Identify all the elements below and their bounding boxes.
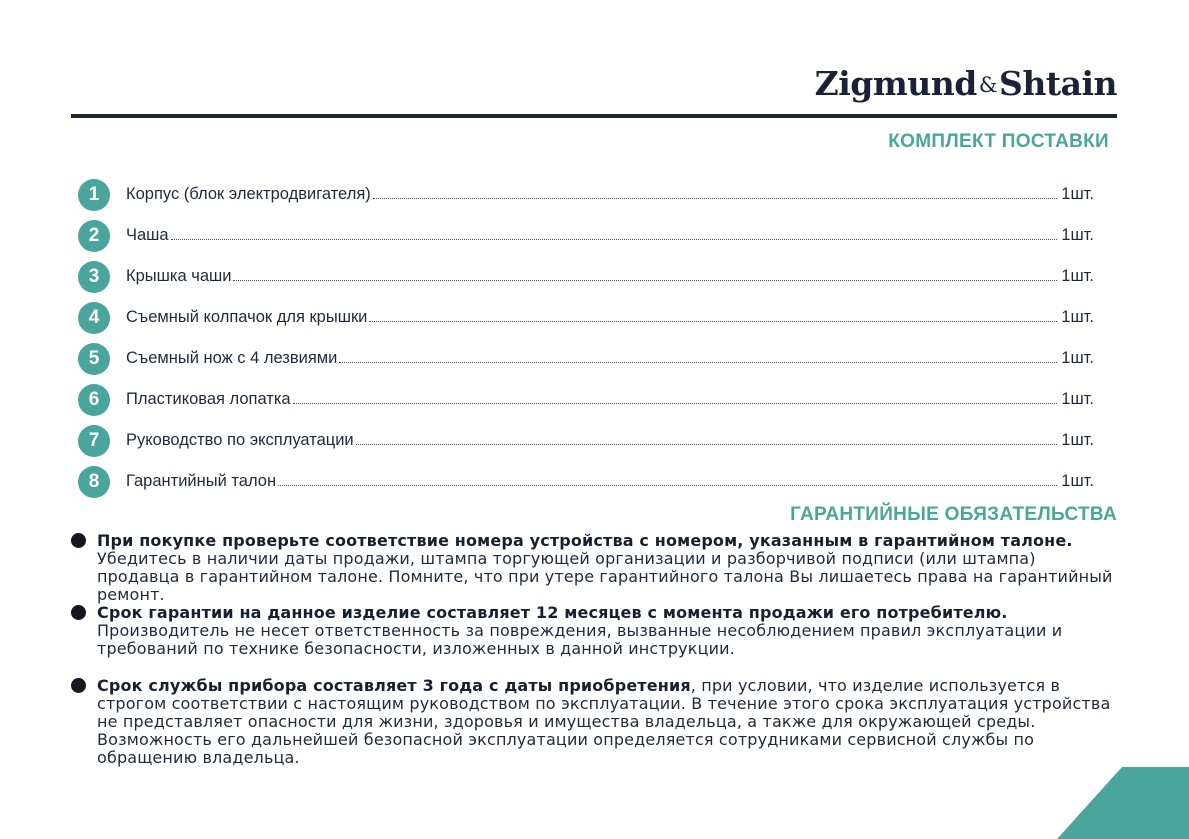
kit-item (78, 302, 1094, 334)
item-quantity: 1шт. (1061, 185, 1094, 203)
paragraph-text: Убедитесь в наличии даты продажи, штампа торгующей организации и разборчивой подписи (или штампа) продавца в гарантийном талоне. Помните, что при утере гарантийного талона Вы лишаетесь права на гарантийный ремонт. (97, 549, 1113, 604)
brand-name-right: Shtain (999, 64, 1117, 103)
item-quantity: 1шт. (1061, 472, 1094, 490)
brand-name-left: Zigmund (814, 64, 977, 103)
item-number-badge: 8 (78, 466, 110, 498)
item-quantity: 1шт. (1061, 226, 1094, 244)
kit-item (78, 220, 1094, 252)
brand-logo (815, 64, 1117, 103)
item-number-badge: 3 (78, 261, 110, 293)
item-label: Пластиковая лопатка (126, 390, 291, 408)
item-number-badge: 7 (78, 425, 110, 457)
dot-leader (278, 481, 1057, 486)
dot-leader (356, 440, 1058, 445)
kit-item (78, 384, 1094, 416)
item-label: Руководство по эксплуатации (126, 431, 354, 449)
paragraph-text: , при условии, что изделие используется в строгом соответствии с настоящим руководством по эксплуатации. В течение этого срока эксплуатация устройства не представляет опасности для жизни, здоровья и имущества владельца, а также для окружающей среды. Возможность его дальнейшей безопасной эксплуатации определяется сотрудниками сервисной службы по обращению владельца. (97, 676, 1111, 767)
paragraph-bold-lead: Срок службы прибора составляет 3 года с даты приобретения (97, 676, 691, 695)
bullet-dot (71, 533, 86, 548)
kit-item (78, 179, 1094, 211)
item-label: Корпус (блок электродвигателя) (126, 185, 371, 203)
item-quantity: 1шт. (1061, 349, 1094, 367)
kit-item (78, 466, 1094, 498)
item-label: Крышка чаши (126, 267, 232, 285)
dot-leader (293, 399, 1058, 404)
paragraph-bold-lead: Срок гарантии на данное изделие составляет 12 месяцев с момента продажи его потребителю. (97, 603, 1008, 622)
warranty-paragraph (97, 677, 1119, 767)
warranty-paragraph (97, 604, 1119, 658)
item-label: Съемный нож с 4 лезвиями (126, 349, 338, 367)
warranty-heading: ГАРАНТИЙНЫЕ ОБЯЗАТЕЛЬСТВА (790, 504, 1117, 525)
warranty-paragraph (97, 532, 1119, 604)
kit-item (78, 261, 1094, 293)
dot-leader (339, 358, 1057, 363)
item-label: Съемный колпачок для крышки (126, 308, 368, 326)
brand-ampersand: & (978, 73, 998, 97)
paragraph-bold-lead: При покупке проверьте соответствие номера устройства с номером, указанным в гарантийном талоне. (97, 531, 1073, 550)
item-number-badge: 6 (78, 384, 110, 416)
item-quantity: 1шт. (1061, 267, 1094, 285)
item-number-badge: 1 (78, 179, 110, 211)
dot-leader (233, 276, 1057, 281)
kit-item (78, 343, 1094, 375)
corner-decoration (1057, 767, 1189, 839)
dot-leader (171, 235, 1058, 240)
bullet-dot (71, 678, 86, 693)
item-quantity: 1шт. (1061, 431, 1094, 449)
item-number-badge: 5 (78, 343, 110, 375)
kit-item (78, 425, 1094, 457)
item-number-badge: 2 (78, 220, 110, 252)
item-label: Чаша (126, 226, 169, 244)
header-divider (71, 114, 1117, 118)
item-number-badge: 4 (78, 302, 110, 334)
paragraph-text: Производитель не несет ответственность за повреждения, вызванные несоблюдением правил эксплуатации и требований по технике безопасности, изложенных в данной инструкции. (97, 621, 1063, 658)
kit-heading: КОМПЛЕКТ ПОСТАВКИ (888, 131, 1109, 152)
bullet-dot (71, 605, 86, 620)
item-quantity: 1шт. (1061, 308, 1094, 326)
dot-leader (373, 194, 1058, 199)
dot-leader (369, 317, 1057, 322)
item-quantity: 1шт. (1061, 390, 1094, 408)
item-label: Гарантийный талон (126, 472, 277, 490)
